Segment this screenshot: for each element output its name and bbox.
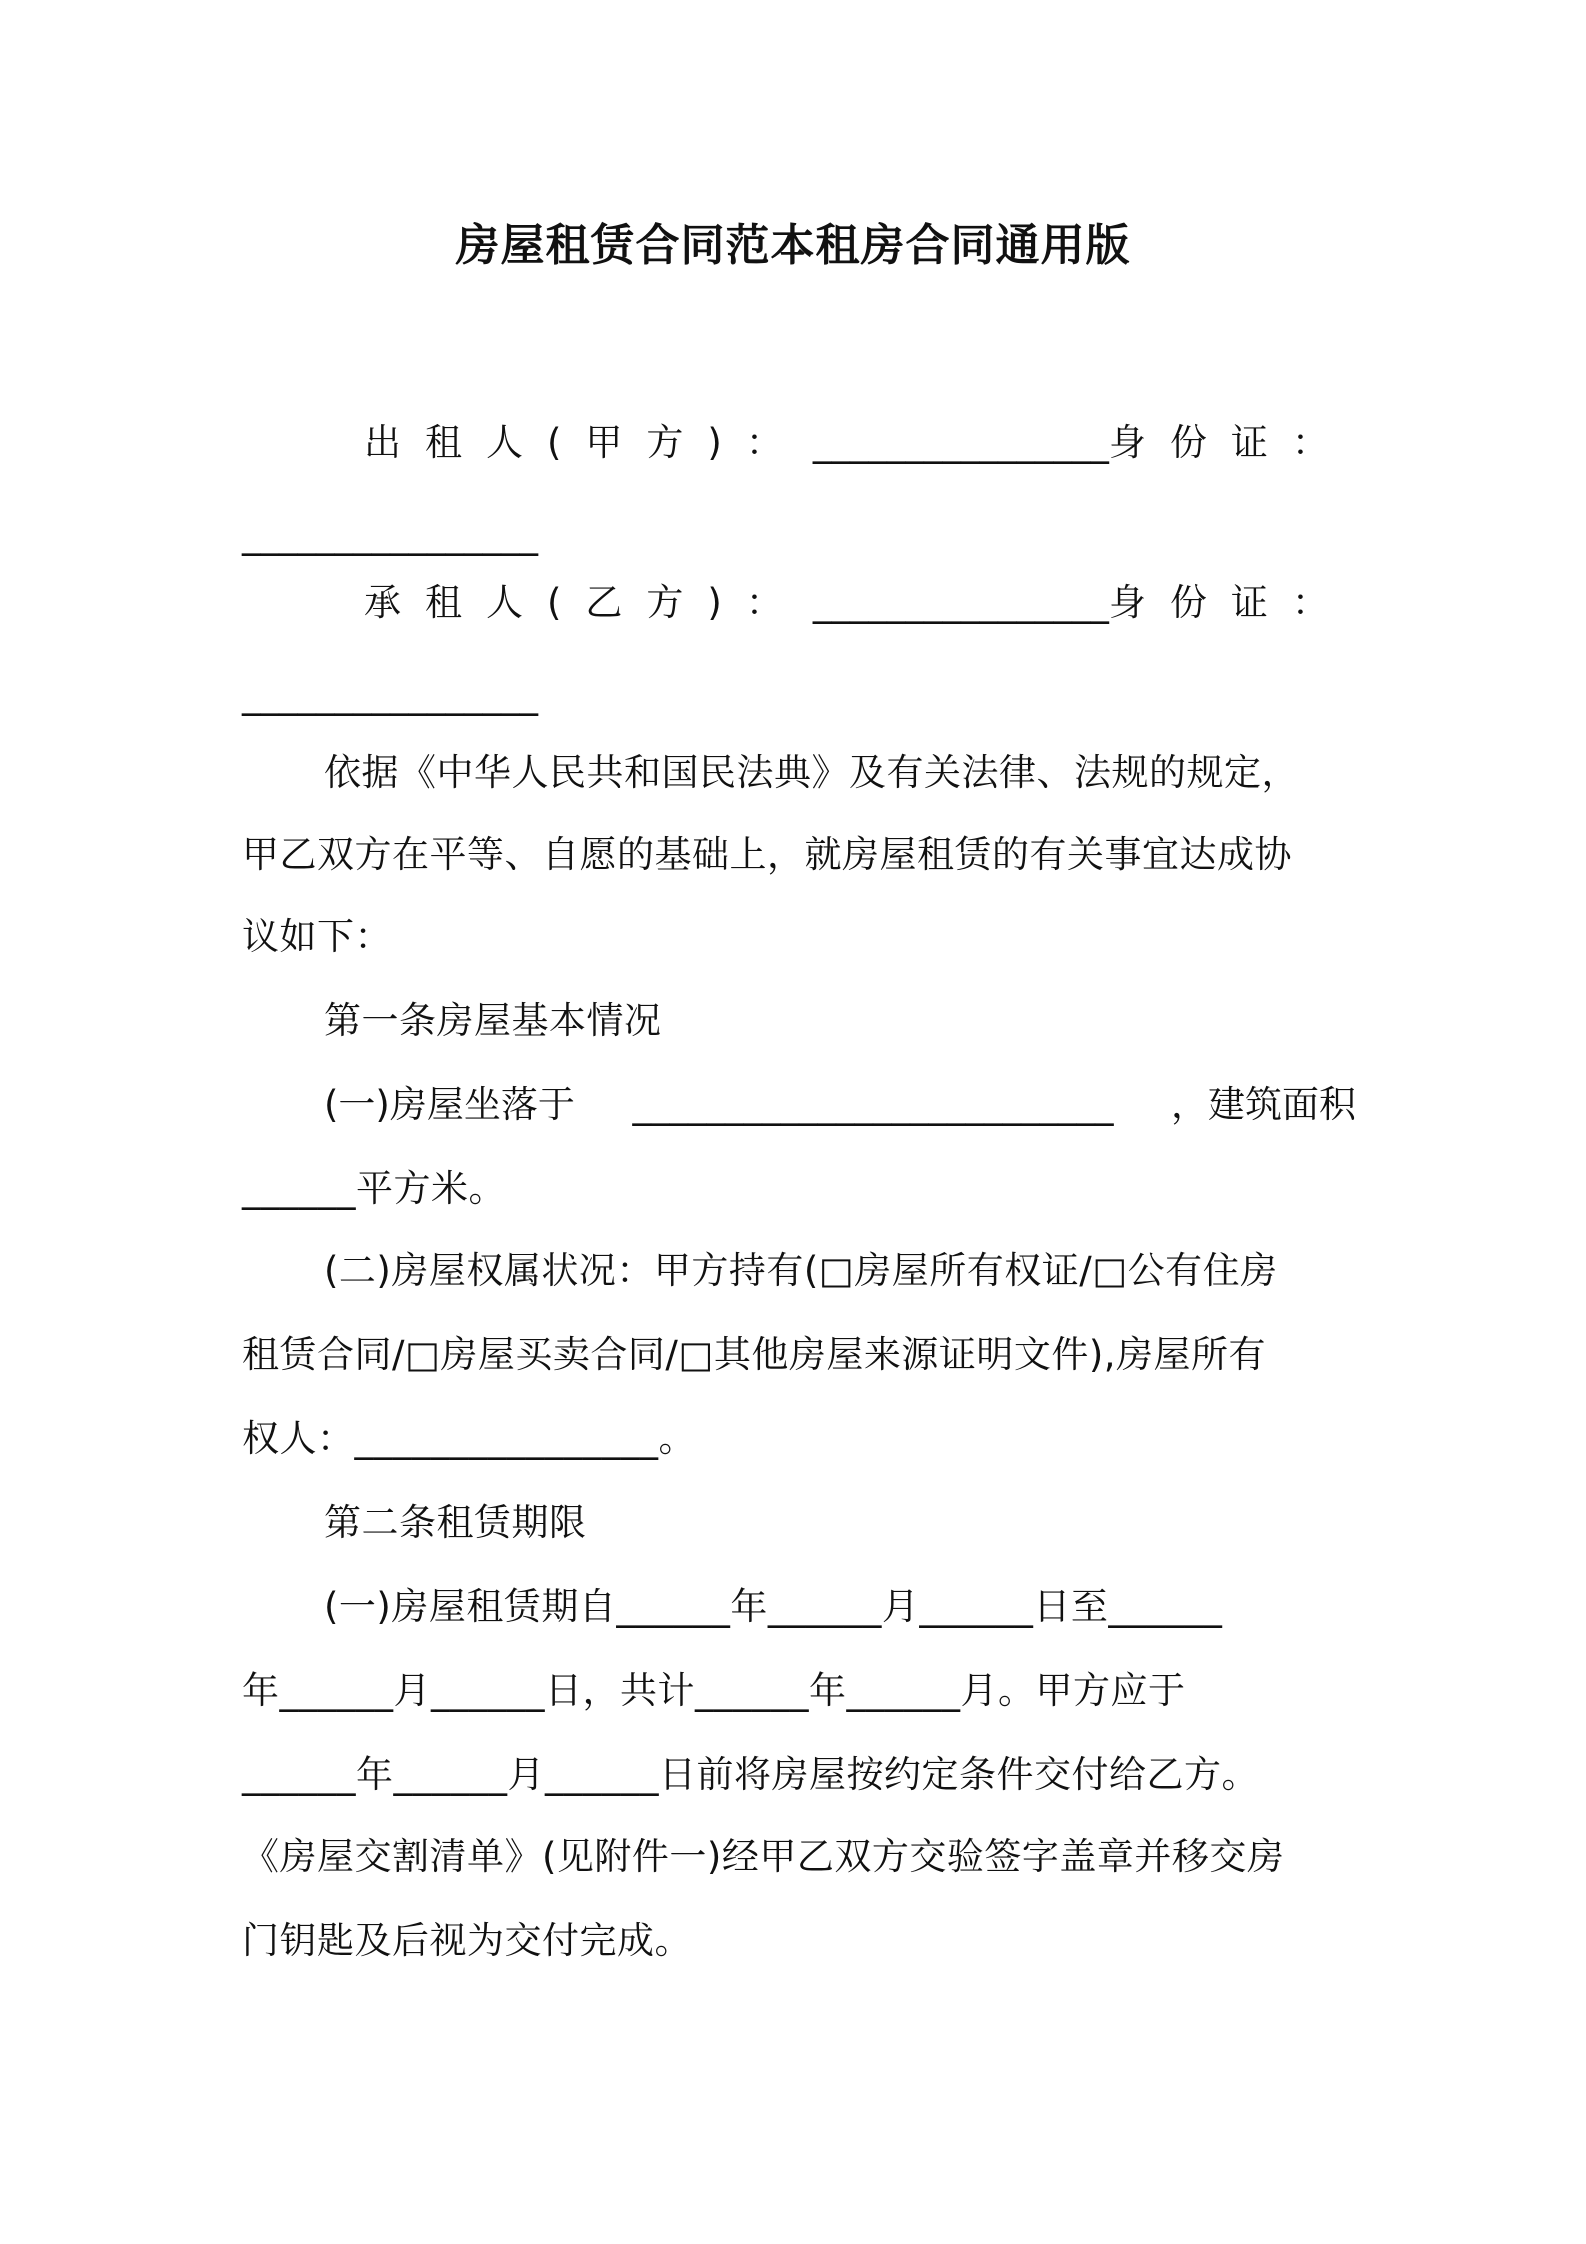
lessee-id-label: 身份证： xyxy=(1108,581,1353,624)
article-1-item-2-line-2: 租赁合同/□房屋买卖合同/□其他房屋来源证明文件),房屋所有 xyxy=(242,1333,1267,1376)
article-1-item-2-line-1: (二)房屋权属状况：甲方持有(□房屋所有权证/□公有住房 xyxy=(324,1249,1278,1292)
article-1-item-1-line-1 xyxy=(324,1080,1356,1130)
lessee-label: 承租人(乙方)： xyxy=(364,581,807,624)
lessor-id-field[interactable]: ________________ xyxy=(242,513,538,556)
lessee-id-field[interactable]: ________________ xyxy=(242,673,538,716)
article-2-item-1-line-2: 年______月______日，共计______年______月。甲方应于 xyxy=(242,1669,1186,1712)
article-2-item-1-line-4: 《房屋交割清单》(见附件一)经甲乙双方交验签字盖章并移交房 xyxy=(242,1835,1285,1878)
document-title: 房屋租赁合同范本租房合同通用版 xyxy=(455,220,1131,271)
lessee-row xyxy=(242,578,1353,628)
lessee-name-field[interactable]: ________________ xyxy=(812,581,1109,624)
article-2-item-1-line-5: 门钥匙及后视为交付完成。 xyxy=(242,1919,692,1962)
address-field[interactable]: __________________________ xyxy=(632,1083,1114,1126)
lessor-row xyxy=(242,418,1353,468)
article-1-item-1-line-2: ______平方米。 xyxy=(242,1167,506,1210)
article-1-item-1-text-a: (一)房屋坐落于 xyxy=(324,1083,575,1126)
article-2-heading: 第二条租赁期限 xyxy=(324,1501,587,1544)
article-1-item-2-line-3: 权人：________________。 xyxy=(242,1417,696,1460)
preamble-line-3: 议如下： xyxy=(242,915,392,958)
lessor-label: 出租人(甲方)： xyxy=(364,421,807,464)
article-1-item-1-text-b: ，建筑面积 xyxy=(1171,1083,1356,1126)
lessor-name-field[interactable]: ________________ xyxy=(812,421,1109,464)
preamble-line-2: 甲乙双方在平等、自愿的基础上，就房屋租赁的有关事宜达成协 xyxy=(242,833,1292,876)
preamble-line-1: 依据《中华人民共和国民法典》及有关法律、法规的规定， xyxy=(324,751,1299,794)
article-2-item-1-line-3: ______年______月______日前将房屋按约定条件交付给乙方。 xyxy=(242,1753,1259,1796)
article-2-item-1-line-1: (一)房屋租赁期自______年______月______日至______ xyxy=(324,1585,1223,1628)
lessor-id-label: 身份证： xyxy=(1108,421,1353,464)
article-1-heading: 第一条房屋基本情况 xyxy=(324,999,662,1042)
